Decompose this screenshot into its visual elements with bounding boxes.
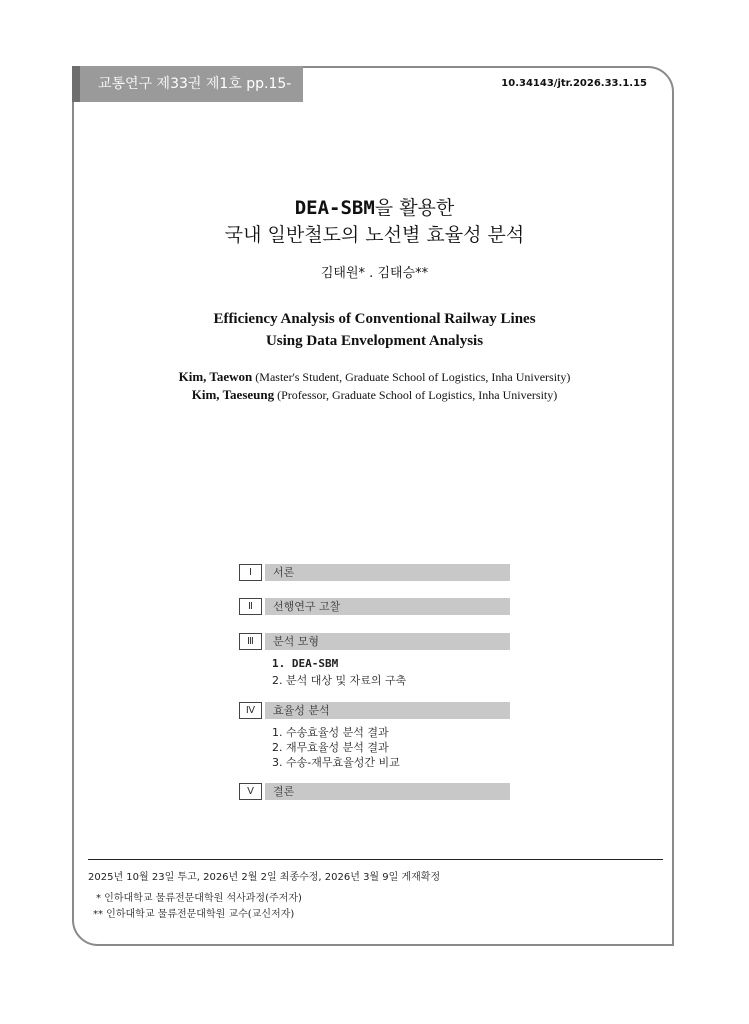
toc-num: Ⅰ (239, 564, 262, 581)
toc-sub: 2. 분석 대상 및 자료의 구축 (272, 674, 407, 687)
author-affil: (Professor, Graduate School of Logistics, Inha University) (277, 388, 558, 402)
toc-num: Ⅱ (239, 598, 262, 615)
title-ko-rest: 을 활용한 (374, 197, 455, 219)
toc-title: 결론 (265, 783, 510, 800)
title-en-line1: Efficiency Analysis of Conventional Railway Lines (213, 311, 536, 327)
title-ko-line2: 국내 일반철도의 노선별 효율성 분석 (224, 224, 525, 246)
toc-num: Ⅳ (239, 702, 262, 719)
title-ko-line1 (0, 193, 749, 220)
author-name: Kim, Taewon (178, 369, 253, 384)
author-en-2 (0, 387, 749, 403)
author-en-1 (0, 369, 749, 385)
toc-sub: 2. 재무효율성 분석 결과 (272, 741, 389, 754)
toc-num: Ⅲ (239, 633, 262, 650)
toc-title: 서론 (265, 564, 510, 581)
toc-sub: 1. DEA-SBM (272, 657, 339, 670)
toc-num: Ⅴ (239, 783, 262, 800)
title-en-line2: Using Data Envelopment Analysis (265, 333, 484, 349)
toc-sub: 1. 수송효율성 분석 결과 (272, 726, 389, 739)
footnote-2: ** 인하대학교 물류전문대학원 교수(교신저자) (93, 909, 295, 920)
title-ko-bold: DEA-SBM (294, 197, 375, 219)
author-name: Kim, Taeseung (191, 387, 275, 402)
journal-header: 교통연구 제33권 제1호 pp.15-29 (72, 66, 303, 102)
toc-title: 분석 모형 (265, 633, 510, 650)
footnote-1: * 인하대학교 물류전문대학원 석사과정(주저자) (96, 893, 302, 904)
author-affil: (Master's Student, Graduate School of Logistics, Inha University) (255, 370, 571, 384)
toc-title: 효율성 분석 (265, 702, 510, 719)
toc-title: 선행연구 고찰 (265, 598, 510, 615)
submission-dates: 2025년 10월 23일 투고, 2026년 2월 2일 최종수정, 2026년 3월 9일 게재확정 (88, 872, 441, 883)
toc-sub: 3. 수송-재무효율성간 비교 (272, 756, 400, 769)
footer-divider (88, 859, 663, 860)
doi: 10.34143/jtr.2026.33.1.15 (501, 78, 647, 89)
authors-ko: 김태원* . 김태승** (320, 266, 429, 281)
